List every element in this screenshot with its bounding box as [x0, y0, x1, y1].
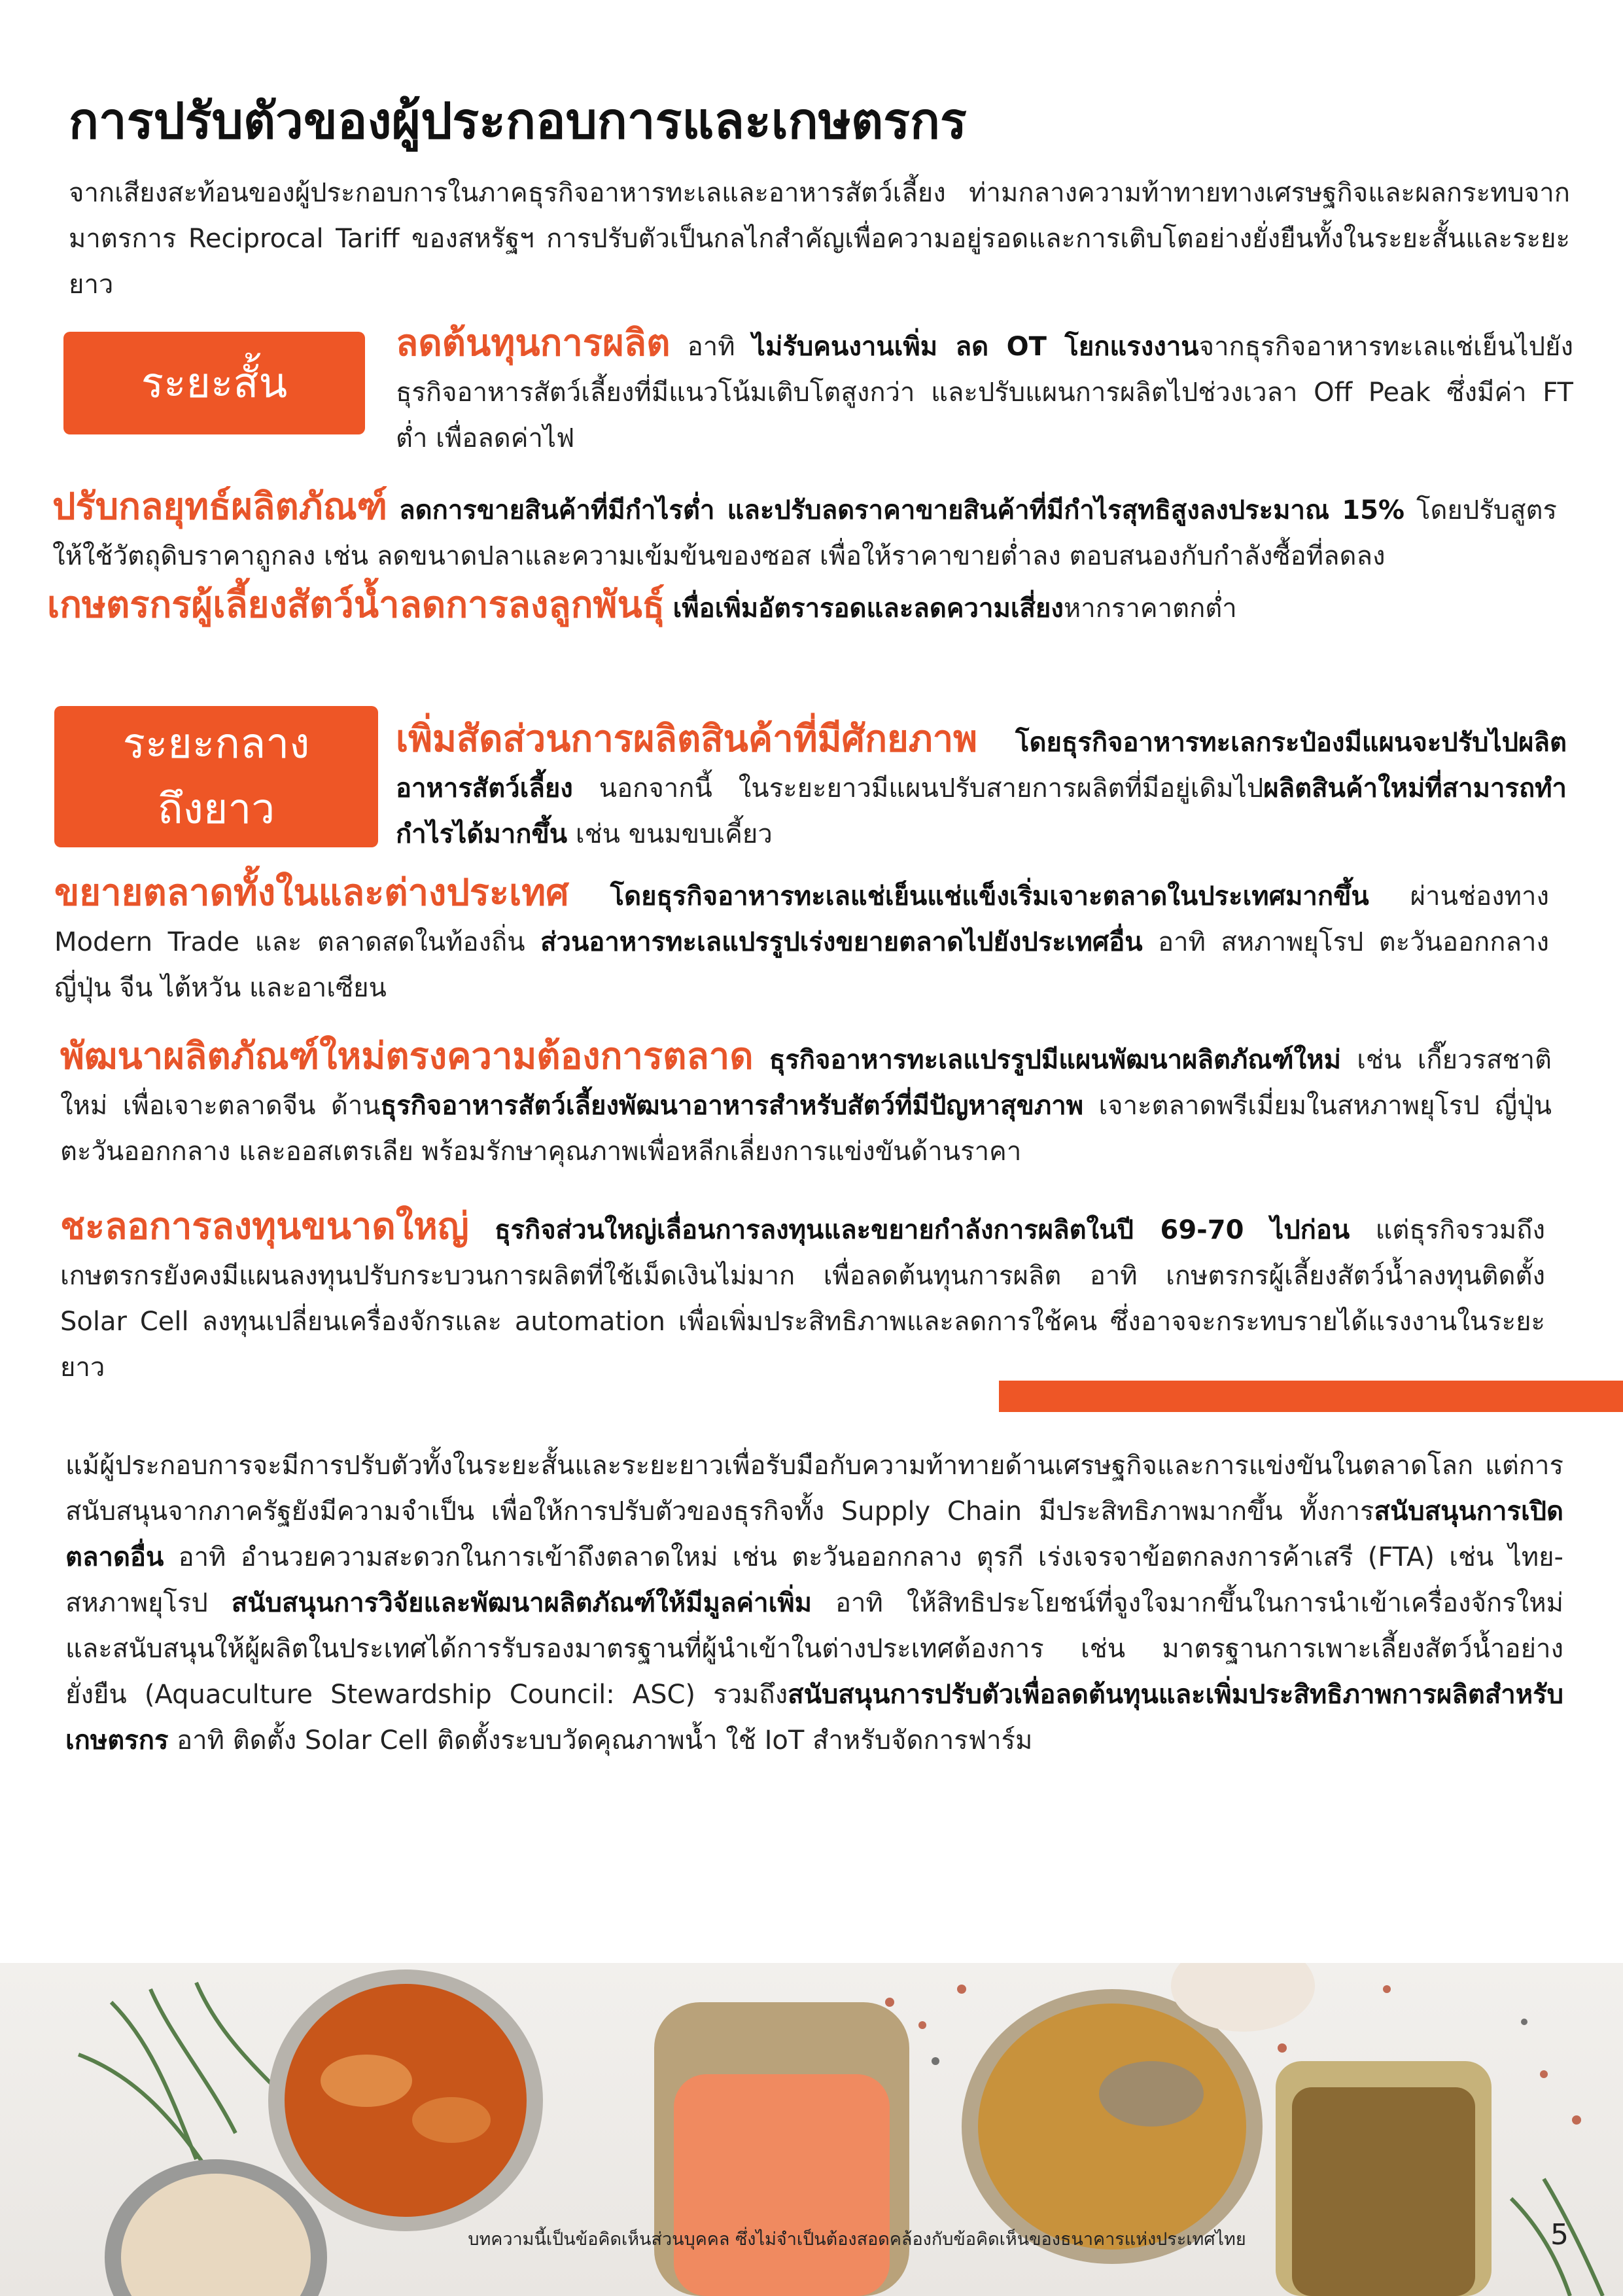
conclusion-paragraph — [65, 1443, 1563, 1763]
cost-reduction-heading: ลดต้นทุนการผลิต — [396, 322, 671, 364]
conclusion-text-3: อาทิ ให้สิทธิประโยชน์ที่จูงใจมากขึ้นในการนำเข้าเครื่องจักรใหม่ และสนับสนุนให้ผู้ผลิตในประเทศได้การรับรองมาตรฐานที่ผู้นำเข้าในต่างประเทศต้องการ เช่น มาตรฐานการเพาะเลี้ยงสัตว์น้ำอย่างยั่งยืน (Aquaculture Stewardship Council: ASC) รวมถึง — [65, 1588, 1563, 1710]
delay-investment-heading: ชะลอการลงทุนขนาดใหญ่ — [60, 1205, 469, 1248]
market-expansion-heading: ขยายตลาดทั้งในและต่างประเทศ — [54, 872, 569, 914]
farmers-paragraph — [47, 582, 1565, 631]
cost-text-1: อาทิ — [687, 332, 752, 362]
farmers-text-1: หากราคาตกต่ำ — [1063, 593, 1237, 624]
cost-bold-1: ไม่รับคนงานเพิ่ม ลด OT โยกแรงงาน — [752, 332, 1199, 362]
conclusion-text-4: อาทิ ติดตั้ง Solar Cell ติดตั้งระบบวัดคุณภาพน้ำ ใช้ IoT สำหรับจัดการฟาร์ม — [168, 1725, 1033, 1756]
product-strategy-text-1: โดยปรับสูตรให้ใช้วัตถุดิบราคาถูกลง เช่น ลดขนาดปลาและความเข้มข้นของซอส เพื่อให้ราคาขายต่ำลง ตอบสนองกับกำลังซื้อที่ลดลง — [52, 495, 1557, 571]
market-text-2: อาทิ สหภาพยุโรป ตะวันออกกลาง ญี่ปุ่น จีน ไต้หวัน และอาเซียน — [54, 927, 1549, 1003]
conclusion-bold-2: สนับสนุนการวิจัยและพัฒนาผลิตภัณฑ์ให้มีมูลค่าเพิ่ม — [231, 1588, 812, 1618]
cost-reduction-paragraph — [396, 321, 1573, 461]
new-products-heading: พัฒนาผลิตภัณฑ์ใหม่ตรงความต้องการตลาด — [60, 1035, 754, 1078]
farmers-bold-1: เพื่อเพิ่มอัตรารอดและลดความเสี่ยง — [672, 593, 1064, 624]
market-text-1: ผ่านช่องทาง Modern Trade และ ตลาดสดในท้องถิ่น — [54, 881, 1549, 957]
market-bold-2: ส่วนอาหารทะเลแปรรูปเร่งขยายตลาดไปยังประเทศอื่น — [540, 927, 1143, 957]
market-expansion-paragraph — [54, 870, 1549, 1011]
new-products-paragraph — [60, 1034, 1552, 1174]
conclusion-text-2: อาทิ อำนวยความสะดวกในการเข้าถึงตลาดใหม่ เช่น ตะวันออกกลาง ตุรกี เร่งเจรจาข้อตกลงการค้าเสรี (FTA) เช่น ไทย-สหภาพยุโรป — [65, 1542, 1563, 1618]
long-term-badge-line1: ระยะกลาง — [122, 720, 310, 768]
delay-investment-paragraph — [60, 1204, 1545, 1390]
long-term-badge — [54, 706, 378, 847]
market-bold-1: โดยธุรกิจอาหารทะเลแช่เย็นแช่แข็งเริ่มเจาะตลาดในประเทศมากขึ้น — [610, 881, 1369, 911]
section-divider-bar — [999, 1381, 1623, 1412]
page-number: 5 — [1550, 2218, 1569, 2252]
potential-text-2: เช่น ขนมขบเคี้ยว — [567, 819, 773, 849]
farmers-heading: เกษตรกรผู้เลี้ยงสัตว์น้ำลดการลงลูกพันธุ์ — [47, 584, 665, 626]
intro-paragraph: จากเสียงสะท้อนของผู้ประกอบการในภาคธุรกิจอาหารทะเลและอาหารสัตว์เลี้ยง ท่ามกลางความท้าทายทางเศรษฐกิจและผลกระทบจากมาตรการ Reciprocal Tariff ของสหรัฐฯ การปรับตัวเป็นกลไกสำคัญเพื่อความอยู่รอดและการเติบโตอย่างยั่งยืนทั้งในระยะสั้นและระยะยาว — [69, 178, 1570, 300]
short-term-badge-label: ระยะสั้น — [141, 359, 288, 408]
footer-disclaimer: บทความนี้เป็นข้อคิดเห็นส่วนบุคคล ซึ่งไม่จำเป็นต้องสอดคล้องกับข้อคิดเห็นของธนาคารแห่งประเทศไทย — [468, 2229, 1246, 2250]
page-title: การปรับตัวของผู้ประกอบการและเกษตรกร — [69, 92, 967, 150]
potential-products-paragraph — [396, 716, 1567, 857]
cost-text-2: จากธุรกิจอาหารทะเลแช่เย็นไปยังธุรกิจอาหารสัตว์เลี้ยงที่มีแนวโน้มเติบโตสูงกว่า และปรับแผนการผลิตไปช่วงเวลา Off Peak ซึ่งมีค่า FT ต่ำ เพื่อลดค่าไฟ — [396, 332, 1574, 453]
potential-text-1: นอกจากนี้ ในระยะยาวมีแผนปรับสายการผลิตที่มีอยู่เดิมไป — [572, 773, 1264, 804]
product-strategy-heading: ปรับกลยุทธ์ผลิตภัณฑ์ — [52, 486, 388, 528]
newproduct-bold-1: ธุรกิจอาหารทะเลแปรรูปมีแผนพัฒนาผลิตภัณฑ์ใหม่ — [769, 1045, 1341, 1075]
conclusion-text-1: แม้ผู้ประกอบการจะมีการปรับตัวทั้งในระยะสั้นและระยะยาวเพื่อรับมือกับความท้าทายด้านเศรษฐกิจและการแข่งขันในตลาดโลก แต่การสนับสนุนจากภาครัฐยังมีความจำเป็น เพื่อให้การปรับตัวของธุรกิจทั้ง Supply Chain มีประสิทธิภาพมากขึ้น ทั้งการ — [65, 1451, 1563, 1527]
potential-products-heading: เพิ่มสัดส่วนการผลิตสินค้าที่มีศักยภาพ — [396, 718, 978, 760]
product-strategy-bold-1: ลดการขายสินค้าที่มีกำไรต่ำ และปรับลดราคาขายสินค้าที่มีกำไรสุทธิสูงลงประมาณ 15% — [399, 495, 1405, 525]
product-strategy-paragraph — [52, 484, 1557, 579]
newproduct-text-2: เจาะตลาดพรีเมี่ยมในสหภาพยุโรป ญี่ปุ่น ตะวันออกกลาง และออสเตรเลีย พร้อมรักษาคุณภาพเพื่อหลีกเลี่ยงการแข่งขันด้านราคา — [60, 1091, 1552, 1167]
short-term-badge — [63, 332, 365, 434]
potential-bold-1: โดยธุรกิจอาหารทะเลกระป๋องมีแผนจะปรับไปผลิตอาหารสัตว์เลี้ยง — [396, 728, 1567, 804]
conclusion-bold-3: สนับสนุนการปรับตัวเพื่อลดต้นทุนและเพิ่มประสิทธิภาพการผลิตสำหรับเกษตรกร — [65, 1680, 1563, 1756]
long-term-badge-line2: ถึงยาว — [157, 785, 275, 834]
conclusion-bold-1: สนับสนุนการเปิดตลาดอื่น — [65, 1496, 1563, 1572]
invest-bold-1: ธุรกิจส่วนใหญ่เลื่อนการลงทุนและขยายกำลังการผลิตในปี 69-70 ไปก่อน — [495, 1215, 1350, 1245]
newproduct-text-1: เช่น เกี๊ยวรสชาติใหม่ เพื่อเจาะตลาดจีน ด้าน — [60, 1045, 1552, 1121]
newproduct-bold-2: ธุรกิจอาหารสัตว์เลี้ยงพัฒนาอาหารสำหรับสัตว์ที่มีปัญหาสุขภาพ — [380, 1091, 1084, 1121]
potential-bold-2: ผลิตสินค้าใหม่ที่สามารถทำกำไรได้มากขึ้น — [396, 773, 1567, 849]
invest-text-1: แต่ธุรกิจรวมถึงเกษตรกรยังคงมีแผนลงทุนปรับกระบวนการผลิตที่ใช้เม็ดเงินไม่มาก เพื่อลดต้นทุนการผลิต อาทิ เกษตรกรผู้เลี้ยงสัตว์น้ำลงทุนติดตั้ง Solar Cell ลงทุนเปลี่ยนเครื่องจักรและ automation เพื่อเพิ่มประสิทธิภาพและลดการใช้คน ซึ่งอาจจะกระทบรายได้แรงงานในระยะยาว — [60, 1215, 1545, 1383]
